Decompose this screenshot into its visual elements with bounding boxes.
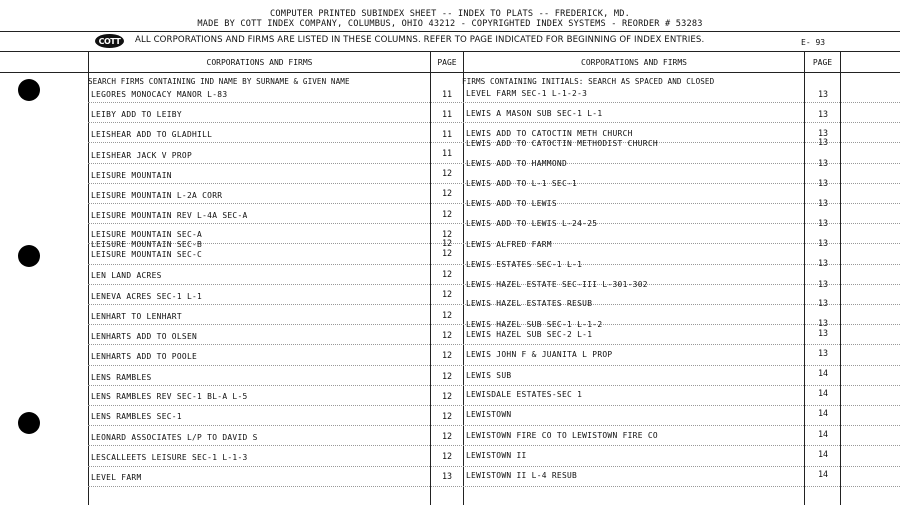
right-entry-page: 14 [817, 388, 829, 398]
right-entry-name: LEWIS HAZEL ESTATE SEC-III L-301-302 [466, 280, 648, 289]
right-entry-name: LEWIS ADD TO CATOCTIN METHODIST CHURCH [466, 139, 658, 148]
left-entry-page: 12 [441, 391, 453, 401]
left-entry-name: LENS RAMBLES SEC-1 [91, 412, 182, 421]
left-entry-name: LENS RAMBLES REV SEC-1 BL-A L-5 [91, 392, 248, 401]
row-rule [88, 425, 900, 426]
row-rule [88, 486, 900, 487]
left-entry-name: LEGORES MONOCACY MANOR L-83 [91, 90, 228, 99]
left-entry-page: 11 [441, 129, 453, 139]
right-entry-page: 13 [817, 279, 829, 289]
right-column-heading: CORPORATIONS AND FIRMS [581, 58, 687, 67]
rule [0, 72, 900, 73]
left-entry-name: LEISURE MOUNTAIN SEC-B [91, 240, 203, 249]
left-entry-page: 12 [441, 269, 453, 279]
row-rule [88, 122, 900, 123]
right-entry-name: LEVEL FARM SEC-1 L-1-2-3 [466, 89, 588, 98]
row-rule [88, 344, 900, 345]
right-subheading: FIRMS CONTAINING INITIALS: SEARCH AS SPACED AND CLOSED [462, 77, 715, 86]
right-entry-page: 13 [817, 137, 829, 147]
left-entry-page: 12 [441, 371, 453, 381]
left-entry-name: LEISHEAR JACK V PROP [91, 151, 193, 160]
cott-logo: COTT [95, 34, 124, 48]
column-divider [804, 52, 805, 505]
row-rule [88, 365, 900, 366]
right-entry-page: 13 [817, 328, 829, 338]
left-entry-name: LEIBY ADD TO LEIBY [91, 110, 182, 119]
left-entry-page: 12 [441, 350, 453, 360]
sheet-title: COMPUTER PRINTED SUBINDEX SHEET -- INDEX TO PLATS -- FREDERICK, MD. [269, 9, 631, 19]
left-entry-name: LEONARD ASSOCIATES L/P TO DAVID S [91, 433, 258, 442]
left-entry-page: 12 [441, 451, 453, 461]
column-divider [88, 52, 89, 505]
right-entry-page: 14 [817, 449, 829, 459]
right-entry-name: LEWISTOWN II [466, 451, 527, 460]
row-rule [88, 405, 900, 406]
index-notice: ALL CORPORATIONS AND FIRMS ARE LISTED IN THESE COLUMNS. REFER TO PAGE INDICATED FOR BEGINNING OF INDEX ENTRIES. [135, 35, 705, 45]
left-entry-page: 12 [441, 411, 453, 421]
left-entry-name: LENEVA ACRES SEC-1 L-1 [91, 292, 203, 301]
left-entry-name: LEISURE MOUNTAIN [91, 171, 172, 180]
left-entry-page: 12 [441, 229, 453, 239]
right-entry-page: 13 [817, 128, 829, 138]
right-entry-name: LEWIS HAZEL ESTATES RESUB [466, 299, 593, 308]
left-entry-name: LEVEL FARM [91, 473, 142, 482]
right-entry-page: 14 [817, 429, 829, 439]
left-entry-page: 12 [441, 330, 453, 340]
left-entry-page: 12 [441, 248, 453, 258]
right-entry-name: LEWISTOWN [466, 410, 512, 419]
right-entry-page: 13 [817, 298, 829, 308]
left-entry-name: LENHARTS ADD TO POOLE [91, 352, 198, 361]
column-divider [463, 52, 464, 505]
right-entry-page: 13 [817, 158, 829, 168]
right-entry-page: 13 [817, 178, 829, 188]
sheet-number: E- 93 [801, 38, 826, 47]
right-entry-name: LEWIS SUB [466, 371, 512, 380]
left-page-heading: PAGE [437, 58, 457, 67]
left-entry-page: 12 [441, 188, 453, 198]
right-entry-name: LEWIS ADD TO L-1 SEC-1 [466, 179, 578, 188]
left-entry-name: LEN LAND ACRES [91, 271, 162, 280]
right-entry-name: LEWIS ADD TO LEWIS [466, 199, 557, 208]
punch-hole [18, 79, 40, 101]
right-entry-name: LEWIS ADD TO LEWIS L-24-25 [466, 219, 598, 228]
right-entry-page: 13 [817, 348, 829, 358]
punch-hole [18, 412, 40, 434]
right-page-heading: PAGE [812, 58, 833, 67]
row-rule [88, 445, 900, 446]
right-entry-page: 13 [817, 89, 829, 99]
right-entry-name: LEWIS ALFRED FARM [466, 240, 552, 249]
left-entry-page: 12 [441, 289, 453, 299]
left-subheading: SEARCH FIRMS CONTAINING IND NAME BY SURNAME & GIVEN NAME [88, 77, 350, 86]
left-entry-name: LEISHEAR ADD TO GLADHILL [91, 130, 213, 139]
rule [0, 51, 900, 52]
row-rule [88, 385, 900, 386]
left-entry-page: 11 [441, 148, 453, 158]
right-entry-name: LEWIS A MASON SUB SEC-1 L-1 [466, 109, 603, 118]
right-entry-name: LEWIS ADD TO HAMMOND [466, 159, 568, 168]
left-entry-page: 11 [441, 109, 453, 119]
right-entry-name: LEWIS HAZEL SUB SEC-1 L-1-2 [466, 320, 603, 329]
right-entry-page: 13 [817, 198, 829, 208]
left-entry-name: LENHARTS ADD TO OLSEN [91, 332, 198, 341]
left-entry-page: 12 [441, 431, 453, 441]
right-entry-name: LEWISDALE ESTATES-SEC 1 [466, 390, 583, 399]
left-entry-name: LEISURE MOUNTAIN L-2A CORR [91, 191, 223, 200]
right-entry-name: LEWIS ESTATES SEC-1 L-1 [466, 260, 583, 269]
left-entry-name: LENHART TO LENHART [91, 312, 182, 321]
right-entry-name: LEWIS ADD TO CATOCTIN METH CHURCH [466, 129, 633, 138]
left-entry-page: 11 [441, 89, 453, 99]
left-entry-page: 12 [441, 310, 453, 320]
rule [0, 31, 900, 32]
left-entry-page: 12 [441, 209, 453, 219]
left-entry-page: 12 [441, 168, 453, 178]
row-rule [88, 466, 900, 467]
left-entry-page: 13 [441, 471, 453, 481]
right-entry-name: LEWISTOWN FIRE CO TO LEWISTOWN FIRE CO [466, 431, 658, 440]
left-entry-name: LESCALLEETS LEISURE SEC-1 L-1-3 [91, 453, 248, 462]
column-divider [430, 52, 431, 505]
left-entry-page: 12 [441, 238, 453, 248]
right-entry-page: 14 [817, 368, 829, 378]
right-entry-name: LEWIS HAZEL SUB SEC-2 L-1 [466, 330, 593, 339]
left-entry-name: LEISURE MOUNTAIN SEC-C [91, 250, 203, 259]
left-entry-name: LEISURE MOUNTAIN SEC-A [91, 230, 203, 239]
right-entry-page: 13 [817, 109, 829, 119]
column-divider [840, 52, 841, 505]
punch-hole [18, 245, 40, 267]
left-entry-name: LENS RAMBLES [91, 373, 152, 382]
right-entry-page: 13 [817, 238, 829, 248]
right-entry-page: 13 [817, 258, 829, 268]
right-entry-page: 13 [817, 218, 829, 228]
right-entry-page: 13 [817, 318, 829, 328]
right-entry-page: 14 [817, 469, 829, 479]
right-entry-name: LEWIS JOHN F & JUANITA L PROP [466, 350, 613, 359]
publisher-line: MADE BY COTT INDEX COMPANY, COLUMBUS, OHIO 43212 - COPYRIGHTED INDEX SYSTEMS - REORDER # 53283 [197, 19, 703, 29]
row-rule [88, 102, 900, 103]
left-column-heading: CORPORATIONS AND FIRMS [206, 58, 313, 67]
right-entry-name: LEWISTOWN II L-4 RESUB [466, 471, 578, 480]
right-entry-page: 14 [817, 408, 829, 418]
left-entry-name: LEISURE MOUNTAIN REV L-4A SEC-A [91, 211, 248, 220]
